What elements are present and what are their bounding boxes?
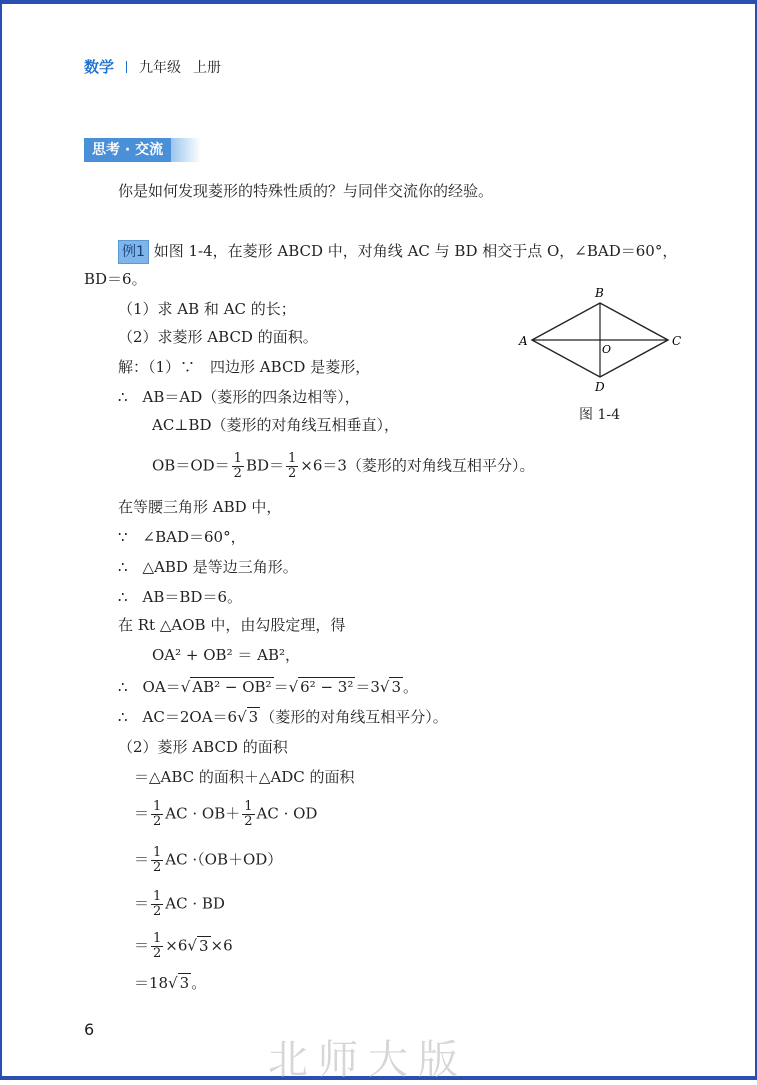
solution-line-10: OA² + OB² ＝ AB²， xyxy=(152,646,300,664)
solution-line-15: ＝ $\frac{1}{2}$ AC · OB＋ $\frac{1}{2}$ AC · OD xyxy=(134,799,318,829)
label-O: O xyxy=(602,343,612,356)
solution-line-13: （2）菱形 ABCD 的面积 xyxy=(118,738,288,756)
example-tag: 例1 xyxy=(118,240,149,264)
page-header xyxy=(84,56,221,77)
label-A: A xyxy=(519,334,528,348)
label-D: D xyxy=(595,380,605,394)
example-line-1: 例1 如图 1-4，在菱形 ABCD 中，对角线 AC 与 BD 相交于点 O，∠BAD＝60°， xyxy=(118,240,677,264)
solution-line-1: 解：（1）∵ 四边形 ABCD 是菱形， xyxy=(118,358,371,376)
solution-line-14: ＝△ABC 的面积＋△ADC 的面积 xyxy=(134,768,355,786)
solution-line-7: ∴ △ABD 是等边三角形。 xyxy=(118,558,298,576)
label-C: C xyxy=(672,334,682,348)
solution-line-17: ＝ $\frac{1}{2}$ AC · BD xyxy=(134,889,225,919)
watermark: 北师大版 xyxy=(268,1037,468,1083)
header-divider xyxy=(126,61,127,73)
solution-line-11: ∴ OA＝√ AB² − OB² ＝√ 6² − 3² ＝3√ 3 。 xyxy=(118,678,419,696)
example-line-2: BD＝6。 xyxy=(84,270,147,288)
think-question: 你是如何发现菱形的特殊性质的？与同伴交流你的经验。 xyxy=(118,182,494,200)
solution-line-3: AC⊥BD（菱形的对角线互相垂直）， xyxy=(152,416,399,434)
solution-line-6: ∵ ∠BAD＝60°， xyxy=(118,528,246,546)
question-1: （1）求 AB 和 AC 的长； xyxy=(118,300,296,318)
solution-line-5: 在等腰三角形 ABD 中， xyxy=(118,498,282,516)
question-2: （2）求菱形 ABCD 的面积。 xyxy=(118,328,318,346)
solution-line-19: ＝18√ 3 。 xyxy=(134,974,207,992)
solution-line-12: ∴ AC＝2OA＝6√ 3 （菱形的对角线互相平分）。 xyxy=(118,708,448,726)
solution-line-8: ∴ AB＝BD＝6。 xyxy=(118,588,242,606)
figure-caption: 图 1-4 xyxy=(579,407,620,423)
header-grade: 九年级 xyxy=(139,59,182,76)
page-number: 6 xyxy=(84,1020,95,1039)
solution-line-16: ＝ $\frac{1}{2}$ AC ·（OB＋OD） xyxy=(134,845,283,875)
solution-line-18: ＝ $\frac{1}{2}$ ×6√ 3 ×6 xyxy=(134,931,233,961)
solution-line-9: 在 Rt △AOB 中，由勾股定理，得 xyxy=(118,616,346,634)
label-B: B xyxy=(595,286,604,300)
solution-line-4: OB＝OD＝ $\frac{1}{2}$ BD＝ $\frac{1}{2}$ ×6＝3（菱形的对角线互相平分）。 xyxy=(152,451,535,481)
rhombus-figure xyxy=(515,285,695,400)
solution-line-2: ∴ AB＝AD（菱形的四条边相等）， xyxy=(118,388,360,406)
header-subject: 数学 xyxy=(84,58,115,76)
think-label: 思考 · 交流 xyxy=(84,138,171,162)
header-volume: 上册 xyxy=(193,59,222,76)
think-exchange-banner xyxy=(84,138,201,162)
